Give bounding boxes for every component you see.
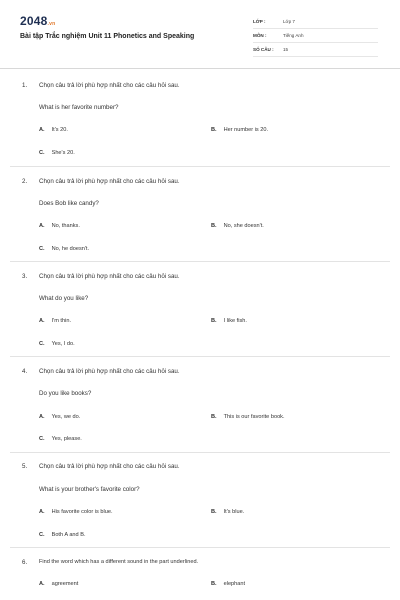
meta-value: 15 — [283, 47, 289, 52]
option-letter: B. — [211, 509, 217, 515]
option-text: It's blue. — [223, 509, 245, 515]
meta-value: Lớp 7 — [283, 19, 295, 24]
option-text: No, she doesn't. — [223, 223, 264, 229]
option-letter: C. — [39, 150, 45, 156]
question-number: 5. — [22, 463, 28, 470]
question-text: What do you like? — [39, 295, 89, 302]
option-text: Yes, we do. — [51, 414, 81, 420]
option-letter: C. — [39, 436, 45, 442]
option-letter: A. — [39, 318, 45, 324]
option-letter: A. — [39, 581, 45, 587]
option-text: His favorite color is blue. — [51, 509, 113, 515]
meta-key: LỚP : — [253, 19, 266, 24]
option-c[interactable] — [39, 341, 75, 347]
option-c[interactable] — [39, 532, 86, 538]
meta-row-subject — [253, 29, 378, 43]
question-number: 6. — [22, 559, 28, 566]
option-text: I like fish. — [223, 318, 247, 324]
option-letter: A. — [39, 223, 45, 229]
question-instruction: Chọn câu trả lời phù hợp nhất cho các câu hỏi sau. — [39, 82, 180, 89]
option-letter: B. — [211, 127, 217, 133]
option-letter: B. — [211, 414, 217, 420]
option-a[interactable] — [39, 127, 68, 133]
question-instruction: Find the word which has a different sound in the part underlined. — [39, 559, 199, 565]
option-text: She's 20. — [51, 150, 75, 156]
option-text: elephant — [223, 581, 246, 587]
option-b[interactable] — [211, 581, 245, 587]
question-text: Do you like books? — [39, 390, 92, 397]
question-number: 3. — [22, 273, 28, 280]
option-letter: A. — [39, 509, 45, 515]
option-b[interactable] — [211, 318, 247, 324]
option-text: Her number is 20. — [223, 127, 269, 133]
option-a[interactable] — [39, 414, 80, 420]
question-divider — [10, 166, 390, 167]
question-text: What is her favorite number? — [39, 104, 119, 111]
option-text: I'm thin. — [51, 318, 72, 324]
logo-suffix: .vn — [47, 21, 56, 27]
site-logo[interactable] — [20, 14, 55, 28]
option-a[interactable] — [39, 509, 113, 515]
option-letter: A. — [39, 127, 45, 133]
question-divider — [10, 547, 390, 548]
option-text: Both A and B. — [51, 532, 86, 538]
option-a[interactable] — [39, 581, 78, 587]
option-letter: C. — [39, 532, 45, 538]
option-b[interactable] — [211, 223, 264, 229]
question-number: 4. — [22, 368, 28, 375]
question-number: 2. — [22, 178, 28, 185]
option-text: This is our favorite book. — [223, 414, 285, 420]
question-divider — [10, 452, 390, 453]
option-c[interactable] — [39, 150, 75, 156]
question-divider — [10, 261, 390, 262]
question-instruction: Chọn câu trả lời phù hợp nhất cho các câu hỏi sau. — [39, 463, 180, 470]
option-letter: C. — [39, 341, 45, 347]
question-text: Does Bob like candy? — [39, 200, 99, 207]
option-text: It's 20. — [51, 127, 68, 133]
option-b[interactable] — [211, 127, 268, 133]
option-a[interactable] — [39, 318, 71, 324]
meta-key: MÔN : — [253, 33, 267, 38]
option-b[interactable] — [211, 509, 244, 515]
worksheet-title: Bài tập Trắc nghiệm Unit 11 Phonetics and Speaking — [20, 33, 195, 40]
option-b[interactable] — [211, 414, 285, 420]
option-letter: B. — [211, 223, 217, 229]
worksheet-header — [0, 0, 400, 68]
meta-key: SỐ CÂU : — [253, 47, 274, 52]
option-a[interactable] — [39, 223, 80, 229]
question-text: What is your brother's favorite color? — [39, 486, 140, 493]
option-letter: B. — [211, 581, 217, 587]
option-text: No, thanks. — [51, 223, 80, 229]
meta-value: Tiếng Anh — [283, 33, 304, 38]
option-c[interactable] — [39, 436, 82, 442]
option-text: Yes, I do. — [51, 341, 75, 347]
question-divider — [10, 356, 390, 357]
logo-main: 2048 — [20, 14, 48, 28]
option-c[interactable] — [39, 246, 89, 252]
header-divider — [0, 68, 400, 69]
option-letter: B. — [211, 318, 217, 324]
option-text: No, he doesn't. — [51, 246, 90, 252]
option-text: agreement — [51, 581, 79, 587]
question-number: 1. — [22, 82, 28, 89]
option-letter: C. — [39, 246, 45, 252]
option-letter: A. — [39, 414, 45, 420]
question-instruction: Chọn câu trả lời phù hợp nhất cho các câu hỏi sau. — [39, 273, 180, 280]
worksheet-meta — [253, 15, 378, 57]
question-instruction: Chọn câu trả lời phù hợp nhất cho các câu hỏi sau. — [39, 178, 180, 185]
question-instruction: Chọn câu trả lời phù hợp nhất cho các câu hỏi sau. — [39, 368, 180, 375]
option-text: Yes, please. — [51, 436, 82, 442]
meta-row-class — [253, 15, 378, 29]
meta-row-count — [253, 43, 378, 57]
